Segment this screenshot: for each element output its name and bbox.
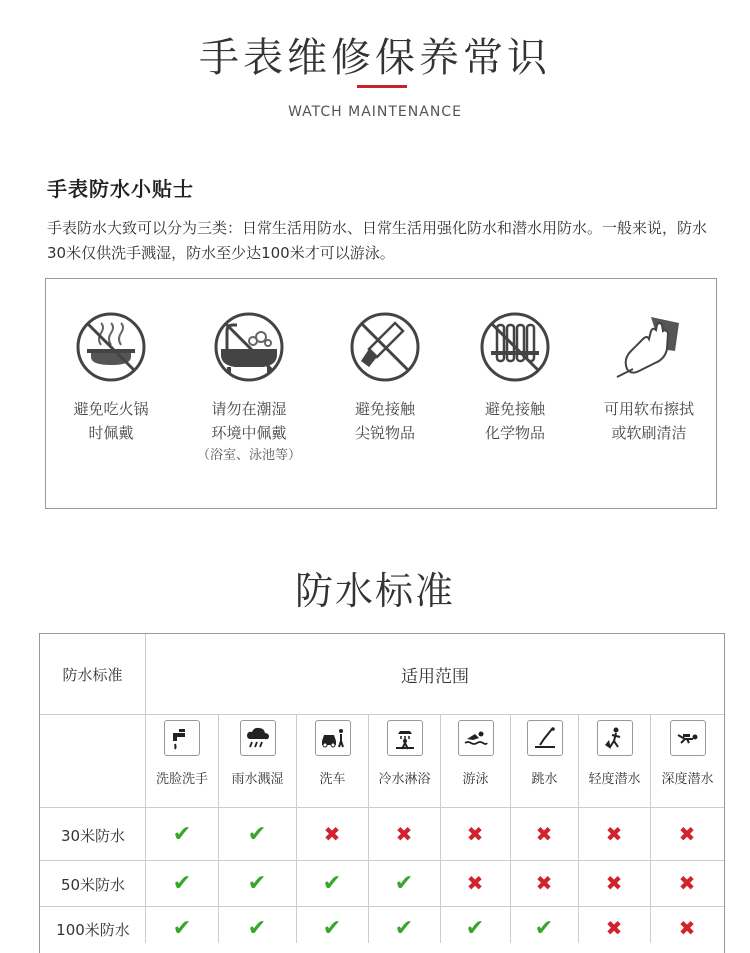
snorkel-icon xyxy=(597,720,633,756)
care-item-cloth xyxy=(584,311,714,445)
cross-mark-icon: ✖ xyxy=(395,822,413,846)
activity-header xyxy=(651,720,724,787)
activity-label: 雨水溅湿 xyxy=(231,772,284,787)
car-wash-icon xyxy=(315,720,351,756)
check-mark-icon: ✔ xyxy=(394,871,414,896)
check-mark-icon: ✔ xyxy=(322,871,342,896)
no-hot-pot-icon xyxy=(75,311,147,383)
cross-mark-icon: ✖ xyxy=(678,916,696,940)
activity-header xyxy=(511,720,578,787)
no-bath-icon xyxy=(213,311,285,383)
diving-board-icon xyxy=(527,720,563,756)
care-item-label-2: 化学物品 xyxy=(484,424,545,442)
activity-label: 游泳 xyxy=(462,772,489,787)
care-item-bath xyxy=(184,311,314,467)
activity-label: 轻度潜水 xyxy=(588,772,641,787)
care-item-note: （浴室、泳池等） xyxy=(196,448,301,463)
cross-mark-icon: ✖ xyxy=(466,822,484,846)
table-divider xyxy=(40,714,724,715)
cross-mark-icon: ✖ xyxy=(535,822,553,846)
care-item-knife xyxy=(320,311,450,445)
section-title: 防水标准 xyxy=(294,569,455,613)
cross-mark-icon: ✖ xyxy=(466,871,484,895)
activity-label: 洗车 xyxy=(319,772,346,787)
check-mark-icon: ✔ xyxy=(534,916,554,941)
faucet-icon xyxy=(164,720,200,756)
check-mark-icon: ✔ xyxy=(172,822,192,847)
table-divider xyxy=(40,906,724,907)
rain-cloud-icon xyxy=(240,720,276,756)
check-mark-icon: ✔ xyxy=(394,916,414,941)
cross-mark-icon: ✖ xyxy=(323,822,341,846)
no-chemicals-icon xyxy=(479,311,551,383)
title-accent-bar xyxy=(357,85,407,88)
page-title: 手表维修保养常识 xyxy=(199,35,551,81)
check-mark-icon: ✔ xyxy=(247,916,267,941)
activity-header xyxy=(297,720,368,787)
care-item-label-2: 时佩戴 xyxy=(88,424,134,442)
care-item-label-1: 可用软布擦拭 xyxy=(603,400,694,418)
cross-mark-icon: ✖ xyxy=(605,871,623,895)
activity-header xyxy=(219,720,296,787)
cloth-wipe-icon xyxy=(613,311,685,383)
care-icons-panel xyxy=(45,278,717,509)
table-divider xyxy=(40,860,724,861)
check-mark-icon: ✔ xyxy=(172,916,192,941)
cross-mark-icon: ✖ xyxy=(678,822,696,846)
table-divider xyxy=(40,807,724,808)
check-mark-icon: ✔ xyxy=(172,871,192,896)
col-header-scope: 适用范围 xyxy=(401,666,469,687)
activity-header xyxy=(579,720,650,787)
cross-mark-icon: ✖ xyxy=(605,822,623,846)
col-header-standard: 防水标准 xyxy=(62,665,123,684)
check-mark-icon: ✔ xyxy=(247,822,267,847)
activity-label: 跳水 xyxy=(531,772,558,787)
swimming-icon xyxy=(458,720,494,756)
care-item-chemicals xyxy=(450,311,580,445)
scuba-icon xyxy=(670,720,706,756)
care-item-label-2: 或软刷清洁 xyxy=(611,424,687,442)
tips-heading: 手表防水小贴士 xyxy=(47,177,194,201)
care-item-label-1: 避免接触 xyxy=(484,400,545,418)
care-item-label-1: 请勿在潮湿 xyxy=(211,400,287,418)
care-item-label-2: 环境中佩戴 xyxy=(211,424,287,442)
care-item-label-1: 避免吃火锅 xyxy=(73,400,149,418)
activity-header xyxy=(369,720,440,787)
page-subtitle: WATCH MAINTENANCE xyxy=(288,104,462,120)
cross-mark-icon: ✖ xyxy=(535,871,553,895)
tips-body: 手表防水大致可以分为三类：日常生活用防水、日常生活用强化防水和潜水用防水。一般来说，防水30米仅供洗手溅湿，防水至少达100米才可以游泳。 xyxy=(47,219,708,262)
care-item-label-1: 避免接触 xyxy=(354,400,415,418)
care-item-label-2: 尖锐物品 xyxy=(354,424,415,442)
activity-header xyxy=(146,720,218,787)
row-label-100m: 100米防水 xyxy=(56,921,130,939)
activity-label: 深度潜水 xyxy=(661,772,714,787)
check-mark-icon: ✔ xyxy=(465,916,485,941)
row-label-50m: 50米防水 xyxy=(60,876,126,894)
no-knife-icon xyxy=(349,311,421,383)
activity-label: 冷水淋浴 xyxy=(378,772,431,787)
activity-label: 洗脸洗手 xyxy=(155,772,208,787)
cross-mark-icon: ✖ xyxy=(605,916,623,940)
row-label-30m: 30米防水 xyxy=(60,827,126,845)
cross-mark-icon: ✖ xyxy=(678,871,696,895)
activity-header xyxy=(441,720,510,787)
check-mark-icon: ✔ xyxy=(322,916,342,941)
shower-icon xyxy=(387,720,423,756)
care-item-hot-pot xyxy=(46,311,176,445)
check-mark-icon: ✔ xyxy=(247,871,267,896)
